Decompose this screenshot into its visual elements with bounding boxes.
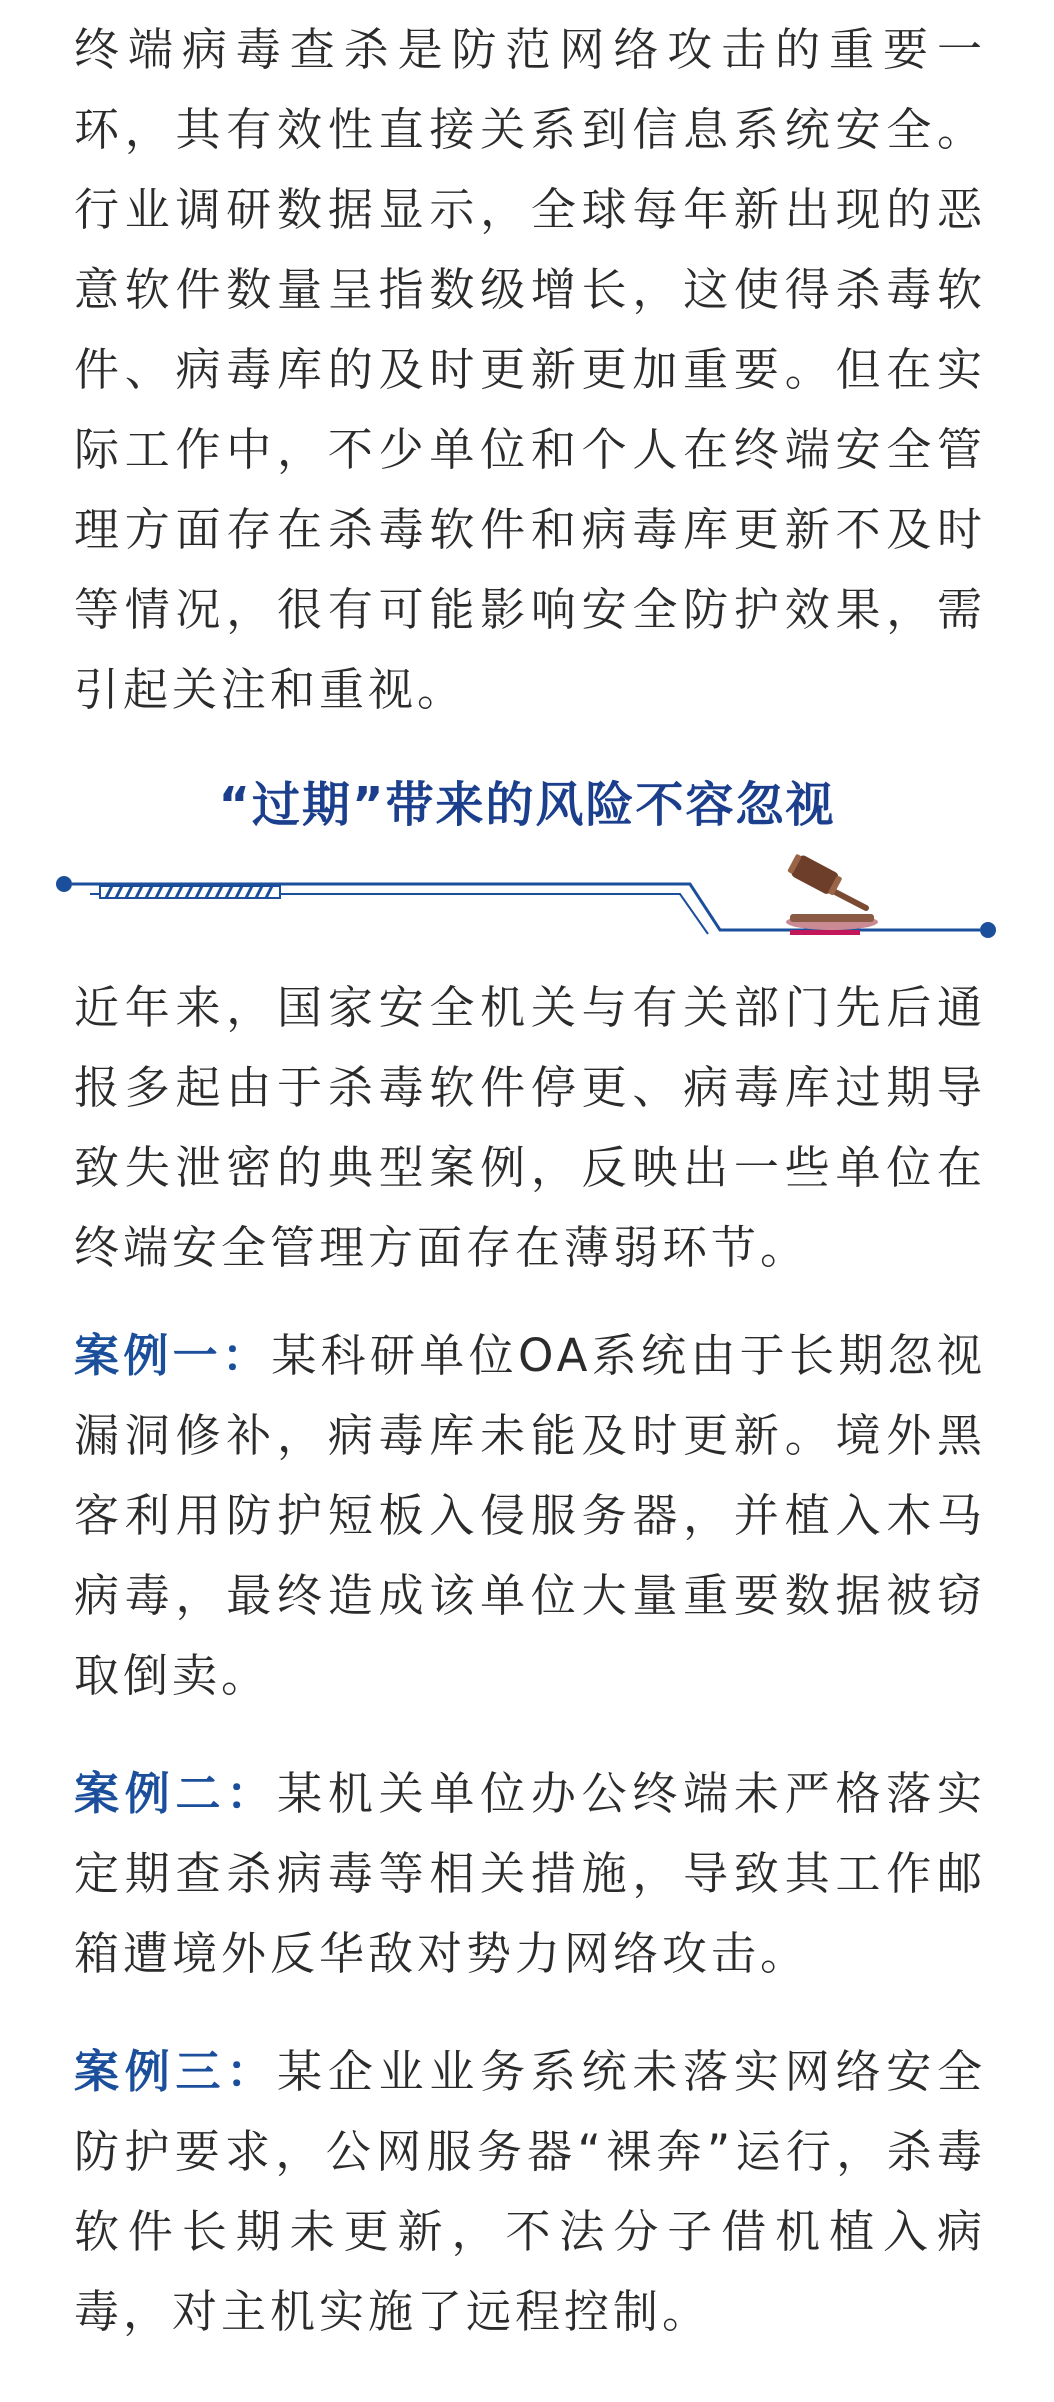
case-two-text: 某机关单位办公终端未严格落实定期查杀病毒等相关措施，导致其工作邮箱遭境外反华敌对势力网络攻击。 (74, 1767, 986, 1980)
case-one-paragraph (74, 1316, 986, 1716)
case-one-text: 某科研单位OA系统由于长期忽视漏洞修补，病毒库未能及时更新。境外黑客利用防护短板入侵服务器，并植入木马病毒，最终造成该单位大量重要数据被窃取倒卖。 (74, 1329, 986, 1702)
gavel-icon (786, 852, 878, 935)
body-paragraph: 近年来，国家安全机关与有关部门先后通报多起由于杀毒软件停更、病毒库过期导致失泄密的典型案例，反映出一些单位在终端安全管理方面存在薄弱环节。 (74, 981, 986, 1274)
case-three-text: 某企业业务系统未落实网络安全防护要求，公网服务器“裸奔”运行，杀毒软件长期未更新，不法分子借机植入病毒，对主机实施了远程控制。 (74, 2045, 986, 2338)
intro-paragraph: 终端病毒查杀是防范网络攻击的重要一环，其有效性直接关系到信息系统安全。行业调研数据显示，全球每年新出现的恶意软件数量呈指数级增长，这使得杀毒软件、病毒库的及时更新更加重要。但在实际工作中，不少单位和个人在终端安全管理方面存在杀毒软件和病毒库更新不及时等情况，很有可能影响安全防护效果，需引起关注和重视。 (74, 23, 986, 716)
case-three-label: 案例三： (74, 2045, 278, 2098)
case-two-label: 案例二： (74, 1767, 278, 1820)
divider-inner-line (90, 894, 708, 934)
divider-hatch (100, 886, 280, 898)
divider-right-dot (980, 922, 996, 938)
case-three-paragraph (74, 2032, 986, 2352)
case-one-label: 案例一： (74, 1329, 272, 1382)
divider-left-dot (56, 876, 72, 892)
section-title: “过期”带来的风险不容忽视 (218, 777, 836, 833)
section-divider (0, 850, 1054, 950)
case-two-paragraph (74, 1754, 986, 1994)
